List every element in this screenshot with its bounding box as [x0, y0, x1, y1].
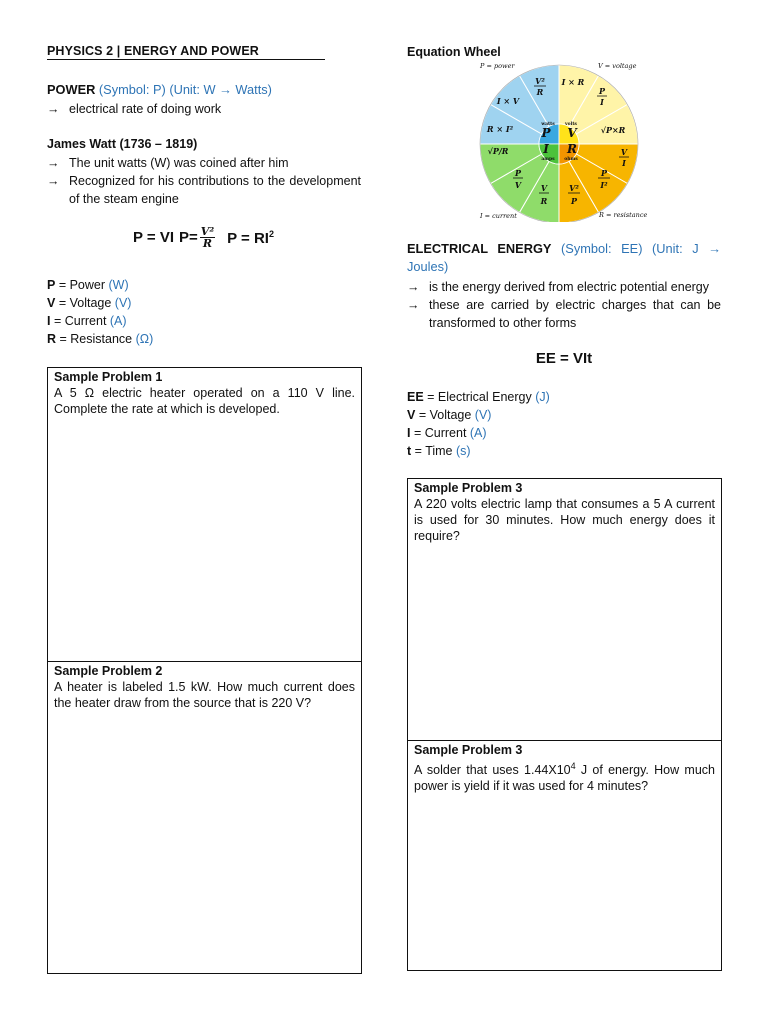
sample-problem-3b-box[interactable]	[407, 740, 722, 971]
formula-i-times-v: I × V	[496, 96, 520, 106]
power-heading-row	[47, 81, 272, 99]
text-part: A solder that uses 1.44X10	[414, 763, 571, 778]
arrow-icon: →	[47, 102, 60, 116]
equation-wheel-heading: Equation Wheel	[407, 45, 501, 59]
formula-v-over-i-num: V	[620, 147, 628, 157]
james-watt-heading: James Watt (1736 – 1819)	[47, 137, 198, 151]
exponent: 4	[570, 761, 576, 771]
legend-unit: (A)	[109, 314, 127, 328]
formula-p-over-v-num: P	[514, 168, 522, 178]
list-item	[47, 172, 361, 208]
list-item	[407, 296, 721, 332]
formula-sqrt-p-times-r: √P×R	[600, 125, 626, 135]
power-formulas	[133, 226, 274, 249]
legend-symbol: R	[47, 332, 57, 346]
center-ohms: ohms	[564, 157, 578, 162]
formula-v2-over-p-num: V²	[569, 183, 579, 193]
legend-text: = Time	[411, 444, 456, 458]
legend-symbol: V	[47, 296, 56, 310]
center-p: P	[541, 126, 551, 140]
sample-problem-text: A heater is labeled 1.5 kW. How much current does the heater draw from the source that is 220 V?	[54, 680, 355, 710]
legend-unit: (A)	[469, 426, 487, 440]
power-heading: POWER	[47, 82, 96, 97]
legend-text: = Voltage	[55, 296, 115, 310]
legend-unit: (V)	[114, 296, 132, 310]
fraction-denominator: R	[202, 237, 213, 250]
legend-unit: (V)	[474, 408, 492, 422]
formula-i-den: I	[600, 97, 604, 107]
power-symbol-unit: (Symbol: P) (Unit: W → Watts)	[98, 82, 272, 97]
legend-item	[407, 424, 550, 442]
wheel-sectors	[480, 65, 638, 222]
legend-item	[47, 294, 153, 312]
legend-text: = Resistance	[56, 332, 136, 346]
center-volts: volts	[565, 122, 577, 127]
fraction-numerator: V²	[200, 225, 215, 238]
energy-heading-line	[407, 240, 721, 276]
sample-problem-2-box[interactable]	[47, 661, 362, 974]
legend-symbol: P	[47, 278, 56, 292]
legend-symbol: V	[407, 408, 416, 422]
power-description	[47, 100, 361, 118]
sample-problem-1-box[interactable]	[47, 367, 362, 662]
formula-p-ri2	[227, 229, 274, 247]
formula-v2-over-r-top: V²	[535, 76, 545, 86]
sample-problem-heading: Sample Problem 1	[54, 370, 163, 384]
power-description-text: electrical rate of doing work	[69, 102, 222, 116]
legend-text: = Current	[50, 314, 110, 328]
sample-problem-3a-box[interactable]	[407, 478, 722, 741]
center-amps: amps	[541, 157, 555, 162]
legend-text: = Electrical Energy	[423, 390, 536, 404]
legend-text: = Voltage	[415, 408, 475, 422]
arrow-icon: →	[407, 298, 420, 312]
center-watts: watts	[541, 122, 555, 127]
james-watt-bullets	[47, 154, 361, 208]
label-power: P = power	[480, 62, 515, 70]
equation-wheel	[478, 58, 648, 222]
formula-fraction	[200, 226, 215, 249]
sample-problem-heading: Sample Problem 2	[54, 664, 163, 678]
legend-text: = Power	[55, 278, 109, 292]
bullet-text: The unit watts (W) was coined after him	[69, 156, 289, 170]
legend-item	[407, 406, 550, 424]
label-voltage: V = voltage	[598, 62, 637, 70]
energy-heading-row	[407, 240, 721, 276]
formula-p-over-v-den: V	[514, 180, 522, 190]
formula-p-ri: P = RI	[227, 229, 269, 247]
sample-problem-text: A 220 volts electric lamp that consumes a 5 A current is used for 30 minutes. How much energy does it require?	[414, 497, 715, 543]
formula-p-over-i2-den: I²	[600, 180, 608, 190]
formula-v-over-r-den: R	[540, 196, 548, 206]
legend-text: = Current	[410, 426, 470, 440]
legend-symbol: t	[407, 444, 412, 458]
formula-p-vi: P = VI	[133, 229, 175, 246]
label-resistance: R = resistance	[599, 211, 648, 219]
legend-unit: (J)	[535, 390, 550, 404]
text-part: J of energy. How much power is yield if it was used for 4 minutes?	[414, 763, 715, 794]
bullet-text: Recognized for his contributions to the development of the steam engine	[69, 174, 361, 206]
legend-unit: (s)	[455, 444, 471, 458]
bullet-text: is the energy derived from electric potential energy	[429, 280, 710, 294]
sample-problem-heading: Sample Problem 3	[414, 743, 523, 757]
legend-unit: (W)	[108, 278, 129, 292]
legend-item	[47, 312, 153, 330]
list-item	[47, 154, 361, 172]
center-v: V	[567, 126, 577, 140]
center-i: I	[543, 142, 549, 156]
list-item	[407, 278, 721, 296]
formula-v-over-i-den: I	[622, 158, 626, 168]
energy-formula: EE = VIt	[535, 350, 593, 367]
page-title: PHYSICS 2 | ENERGY AND POWER	[47, 44, 325, 60]
legend-item	[47, 330, 153, 348]
energy-symbol-unit: (Symbol: EE) (Unit: J → Joules)	[407, 241, 721, 274]
formula-p-v2r-prefix: P=	[179, 229, 198, 246]
power-legend	[47, 276, 153, 348]
formula-v-over-r-num: V	[540, 183, 548, 193]
formula-v2-over-p-den: P	[570, 196, 578, 206]
label-current: I = current	[480, 212, 517, 220]
sample-problem-text: A 5 Ω electric heater operated on a 110 V line. Complete the rate at which is developed.	[54, 386, 355, 416]
sample-problem-heading: Sample Problem 3	[414, 481, 523, 495]
arrow-icon: →	[47, 156, 60, 170]
legend-symbol: I	[47, 314, 51, 328]
formula-r-bottom: R	[536, 87, 544, 97]
formula-p-num: P	[598, 86, 606, 96]
sample-problem-text	[414, 758, 715, 794]
legend-item	[407, 388, 550, 406]
legend-symbol: I	[407, 426, 411, 440]
legend-item	[47, 276, 153, 294]
formula-p-over-i2-num: P	[600, 168, 608, 178]
legend-unit: (Ω)	[135, 332, 154, 346]
energy-legend	[407, 388, 550, 460]
arrow-icon: →	[47, 174, 60, 188]
formula-i-times-r: I × R	[561, 77, 585, 87]
formula-exponent: 2	[268, 228, 274, 239]
center-r: R	[567, 142, 577, 156]
formula-sqrt-p-over-r: √P/R	[487, 146, 509, 156]
legend-item	[407, 442, 550, 460]
energy-heading: ELECTRICAL ENERGY	[407, 241, 552, 256]
energy-bullets	[407, 278, 721, 332]
legend-symbol: EE	[407, 390, 424, 404]
arrow-icon: →	[407, 280, 420, 294]
formula-r-times-i2: R × I²	[486, 124, 514, 134]
bullet-text: these are carried by electric charges that can be transformed to other forms	[429, 298, 721, 330]
